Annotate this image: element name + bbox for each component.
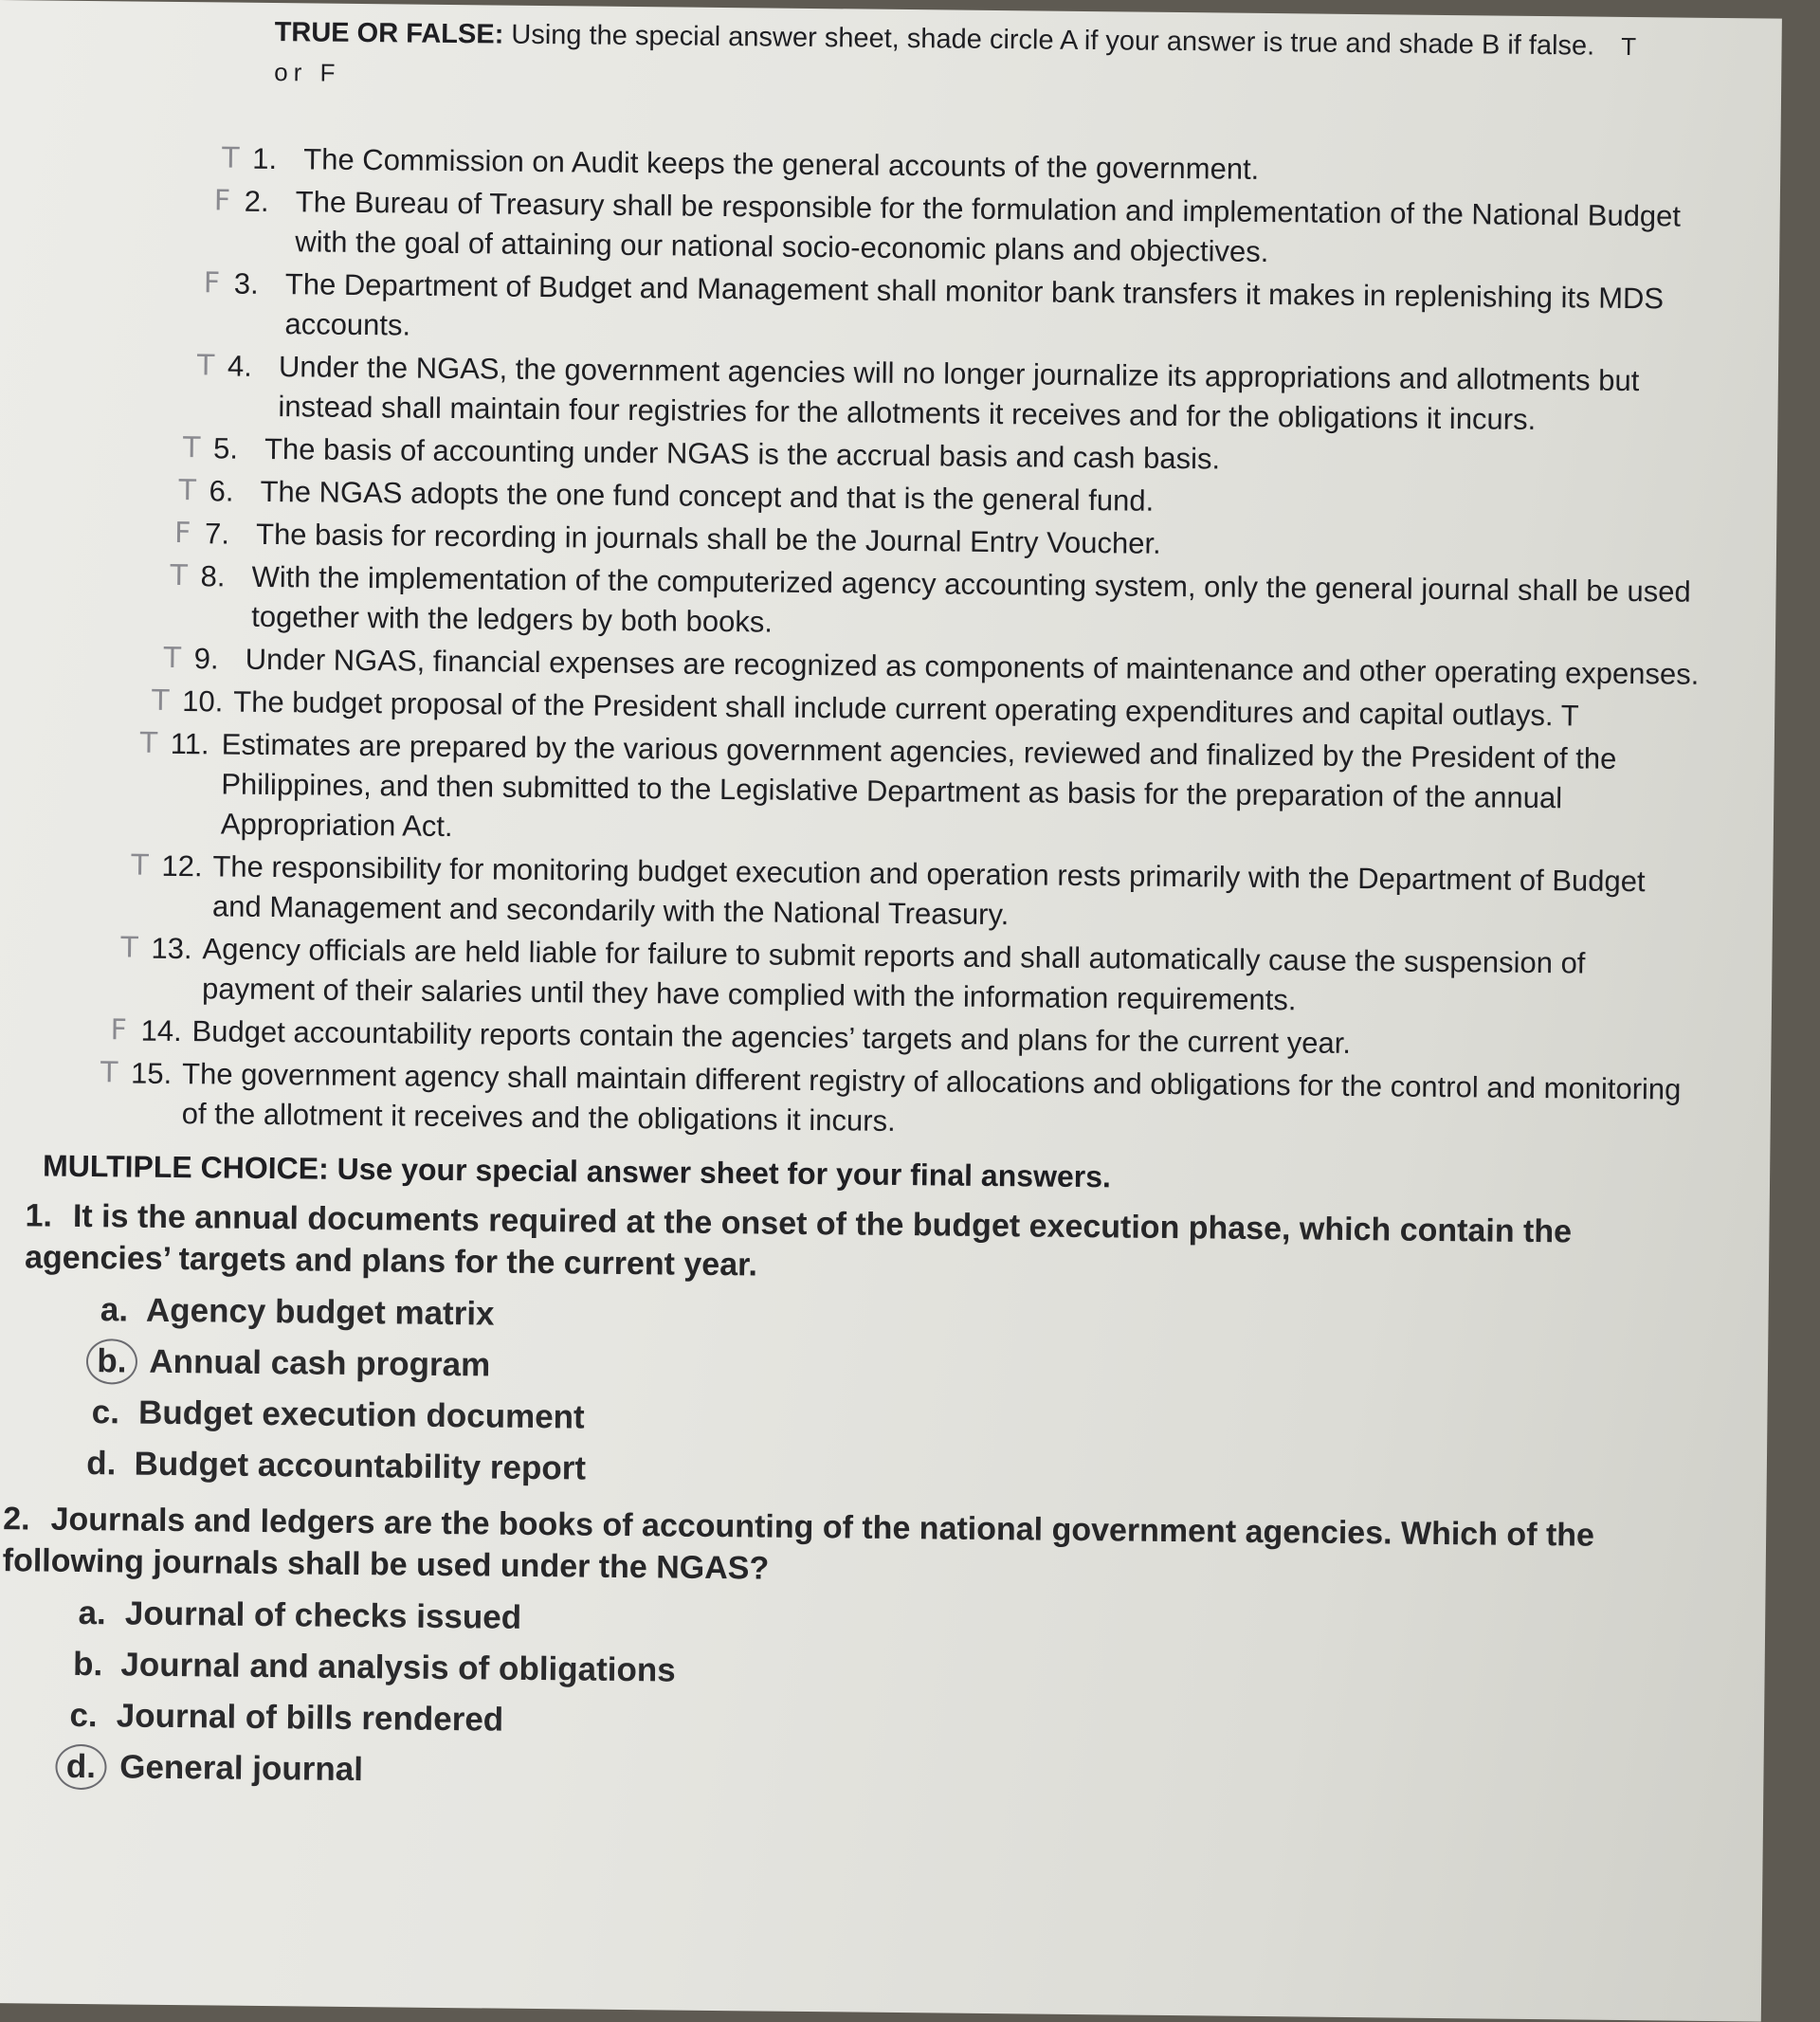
item-number: 2. bbox=[244, 184, 269, 218]
option-text: Budget accountability report bbox=[134, 1445, 587, 1487]
true-false-list bbox=[26, 137, 1704, 1149]
item-statement: Agency officials are held liable for failure to submit reports and shall automatically cause the suspension of payment of their salaries until they have complied with the information requirements. bbox=[201, 932, 1586, 1017]
handwritten-answer-mark: T bbox=[222, 141, 240, 175]
handwritten-answer-mark: F bbox=[213, 184, 231, 218]
item-statement: The budget proposal of the President shall include current operating expenditures and capital outlays. T bbox=[233, 684, 1579, 733]
item-number: 6. bbox=[209, 474, 234, 508]
question-number: 1. bbox=[25, 1197, 53, 1234]
handwritten-answer-mark: T bbox=[178, 474, 197, 508]
circled-option-letter: d. bbox=[55, 1744, 106, 1791]
multiple-choice-question bbox=[23, 1194, 1694, 1505]
true-false-item bbox=[139, 724, 1699, 860]
true-false-item bbox=[203, 264, 1703, 359]
item-number: 8. bbox=[200, 559, 226, 593]
multiple-choice-heading: MULTIPLE CHOICE: bbox=[42, 1148, 329, 1186]
circled-option-letter: b. bbox=[86, 1339, 137, 1385]
item-statement: The government agency shall maintain different registry of allocations and obligations for the control and monitoring of the allotment it receives and the obligations it incurs. bbox=[181, 1057, 1682, 1138]
item-number: 3. bbox=[233, 266, 259, 301]
true-false-instructions bbox=[274, 12, 1668, 106]
multiple-choice-directions: Use your special answer sheet for your final answers. bbox=[337, 1151, 1112, 1194]
option-letter: a. bbox=[100, 1291, 129, 1329]
handwritten-t-or-f: T or F bbox=[274, 31, 1642, 87]
item-statement: The Department of Budget and Management shall monitor bank transfers it makes in replenishing its MDS accounts. bbox=[284, 267, 1665, 342]
handwritten-answer-mark: T bbox=[170, 558, 189, 593]
true-false-item bbox=[131, 847, 1698, 942]
handwritten-answer-mark: T bbox=[139, 726, 158, 760]
item-statement: The Bureau of Treasury shall be responsible for the formulation and implementation of the National Budget with the goal of attaining our national socio-economic plans and objectives. bbox=[295, 185, 1682, 269]
handwritten-answer-mark: F bbox=[203, 266, 221, 301]
option-text: Annual cash program bbox=[149, 1342, 491, 1384]
item-number: 15. bbox=[130, 1056, 173, 1090]
item-number: 14. bbox=[140, 1013, 182, 1048]
true-false-directions: Using the special answer sheet, shade circle A if your answer is true and shade B if false. bbox=[511, 19, 1595, 62]
item-statement: The NGAS adopts the one fund concept and that is the general fund. bbox=[260, 474, 1155, 518]
handwritten-answer-mark: F bbox=[173, 516, 191, 551]
item-number: 4. bbox=[227, 349, 253, 383]
option-text: Agency budget matrix bbox=[145, 1291, 495, 1333]
question-stem bbox=[25, 1194, 1694, 1295]
item-number: 10. bbox=[182, 684, 224, 719]
question-number: 2. bbox=[3, 1501, 30, 1538]
question-text: It is the annual documents required at the onset of the budget execution phase, which contain the agencies’ targets and plans for the current year. bbox=[24, 1197, 1573, 1284]
item-number: 1. bbox=[252, 141, 278, 176]
item-statement: The basis of accounting under NGAS is the accrual basis and cash basis. bbox=[264, 431, 1221, 476]
option-letter: c. bbox=[69, 1696, 98, 1735]
item-statement: The basis for recording in journals shall be the Journal Entry Voucher. bbox=[255, 517, 1161, 560]
item-number: 12. bbox=[161, 848, 203, 883]
true-false-item bbox=[120, 929, 1697, 1025]
multiple-choice-instructions bbox=[43, 1146, 1694, 1203]
handwritten-answer-mark: T bbox=[152, 683, 170, 718]
multiple-choice-list bbox=[2, 1194, 1694, 1809]
option-letter: b. bbox=[72, 1645, 103, 1684]
item-number: 7. bbox=[204, 517, 230, 551]
multiple-choice-question bbox=[2, 1498, 1690, 1809]
handwritten-answer-mark: T bbox=[163, 641, 182, 676]
item-statement: The Commission on Audit keeps the general accounts of the government. bbox=[303, 142, 1260, 186]
option-text: General journal bbox=[119, 1748, 364, 1789]
question-stem bbox=[3, 1498, 1691, 1599]
handwritten-answer-mark: T bbox=[196, 349, 215, 383]
true-false-item bbox=[213, 182, 1704, 277]
true-false-item bbox=[100, 1054, 1695, 1150]
option-letter: d. bbox=[86, 1445, 117, 1483]
true-false-item bbox=[196, 347, 1702, 442]
option-letter: a. bbox=[78, 1594, 106, 1632]
item-statement: The responsibility for monitoring budget execution and operation rests primarily with the Department of Budget and Management and secondarily with the National Treasury. bbox=[211, 849, 1646, 932]
item-statement: Estimates are prepared by the various government agencies, reviewed and finalized by the President of the Philippines, and then submitted to the Legislative Department as basis for the preparation of the annual Appropriation Act. bbox=[220, 727, 1617, 844]
option-text: Budget execution document bbox=[137, 1394, 585, 1436]
answer-options bbox=[19, 1587, 1689, 1809]
item-number: 9. bbox=[193, 642, 219, 676]
option-text: Journal of checks issued bbox=[124, 1594, 522, 1636]
answer-options bbox=[23, 1284, 1693, 1505]
option-text: Journal of bills rendered bbox=[116, 1697, 504, 1739]
question-text: Journals and ledgers are the books of accounting of the national government agencies. Which of the following journals shall be used under the NGAS? bbox=[2, 1501, 1595, 1587]
item-number: 13. bbox=[151, 931, 192, 966]
item-statement: Under NGAS, financial expenses are recognized as components of maintenance and other operating expenses. bbox=[245, 642, 1700, 691]
item-number: 5. bbox=[212, 431, 239, 465]
handwritten-answer-mark: T bbox=[120, 931, 139, 965]
handwritten-answer-mark: T bbox=[182, 431, 201, 465]
item-number: 11. bbox=[170, 726, 209, 761]
true-false-heading: TRUE OR FALSE: bbox=[274, 17, 504, 50]
item-statement: With the implementation of the computerized agency accounting system, only the general journal shall be used together with the ledgers by both books. bbox=[251, 559, 1691, 639]
handwritten-answer-mark: F bbox=[110, 1013, 128, 1047]
true-false-item bbox=[170, 556, 1701, 652]
item-statement: Under the NGAS, the government agencies will no longer journalize its appropriations and allotments but instead shall maintain four registries for the allotments it receives and for the obligations it incurs. bbox=[278, 350, 1640, 436]
option-letter: c. bbox=[91, 1394, 120, 1431]
option-text: Journal and analysis of obligations bbox=[120, 1646, 676, 1689]
item-statement: Budget accountability reports contain the agencies’ targets and plans for the current year. bbox=[191, 1014, 1352, 1060]
handwritten-answer-mark: T bbox=[100, 1056, 118, 1090]
handwritten-answer-mark: T bbox=[131, 848, 149, 883]
